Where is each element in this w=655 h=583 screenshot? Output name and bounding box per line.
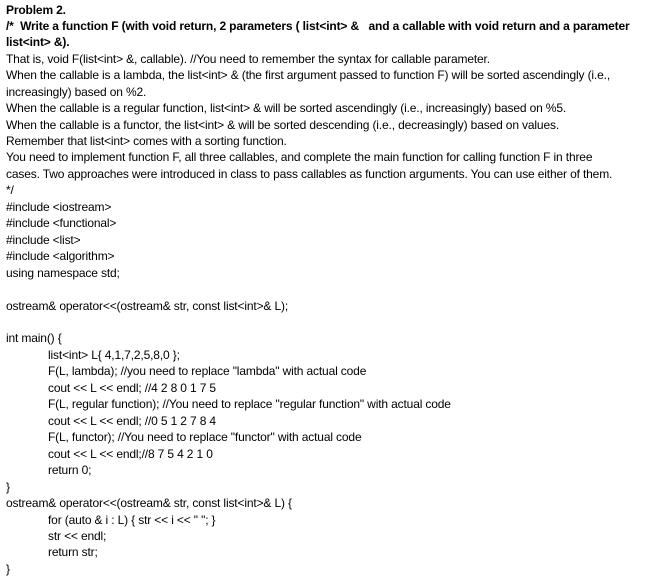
- comment-header-line: /* Write a function F (with void return, 2 parameters ( list<int> & and a callable with void return and a parameter: [6, 19, 630, 33]
- namespace-line: using namespace std;: [6, 266, 120, 280]
- description-line: increasingly) based on %2.: [6, 85, 147, 99]
- main-signature: int main() {: [6, 331, 62, 345]
- description-line: Remember that list<int> comes with a sorting function.: [6, 134, 287, 148]
- problem-title: Problem 2.: [6, 3, 66, 17]
- code-line: cout << L << endl;//8 7 5 4 2 1 0: [48, 447, 213, 461]
- include-line: #include <iostream>: [6, 200, 112, 214]
- code-line: return str;: [48, 545, 98, 559]
- closing-brace: }: [6, 480, 10, 494]
- code-line: cout << L << endl; //0 5 1 2 7 8 4: [48, 414, 216, 428]
- description-line: When the callable is a regular function, list<int> & will be sorted ascendingly (i.e., increasingly) based on %5.: [6, 101, 567, 115]
- code-line: F(L, regular function); //You need to replace "regular function" with actual code: [48, 397, 451, 411]
- include-line: #include <list>: [6, 233, 81, 247]
- code-line: for (auto & i : L) { str << i << " "; }: [48, 513, 216, 527]
- code-line: F(L, lambda); //you need to replace "lambda" with actual code: [48, 364, 367, 378]
- comment-close: */: [6, 183, 14, 197]
- code-line: list<int> L{ 4,1,7,2,5,8,0 };: [48, 348, 180, 362]
- operator-signature: ostream& operator<<(ostream& str, const list<int>& L) {: [6, 496, 292, 510]
- closing-brace: }: [6, 562, 10, 576]
- code-line: F(L, functor); //You need to replace "functor" with actual code: [48, 430, 362, 444]
- code-line: cout << L << endl; //4 2 8 0 1 7 5: [48, 381, 216, 395]
- code-line: return 0;: [48, 463, 92, 477]
- include-line: #include <algorithm>: [6, 249, 115, 263]
- description-line: cases. Two approaches were introduced in class to pass callables as function arguments. You can use either of them.: [6, 167, 613, 181]
- description-line: You need to implement function F, all three callables, and complete the main function for calling function F in three: [6, 150, 593, 164]
- description-line: That is, void F(list<int> &, callable). //You need to remember the syntax for callable parameter.: [6, 52, 490, 66]
- code-line: str << endl;: [48, 529, 107, 543]
- operator-prototype: ostream& operator<<(ostream& str, const list<int>& L);: [6, 299, 289, 313]
- include-line: #include <functional>: [6, 216, 117, 230]
- description-line: When the callable is a functor, the list<int> & will be sorted descending (i.e., decreasingly) based on values.: [6, 118, 560, 132]
- comment-header-line: list<int> &).: [6, 35, 70, 49]
- description-line: When the callable is a lambda, the list<int> & (the first argument passed to function F) will be sorted ascendingly (i.e.,: [6, 68, 611, 82]
